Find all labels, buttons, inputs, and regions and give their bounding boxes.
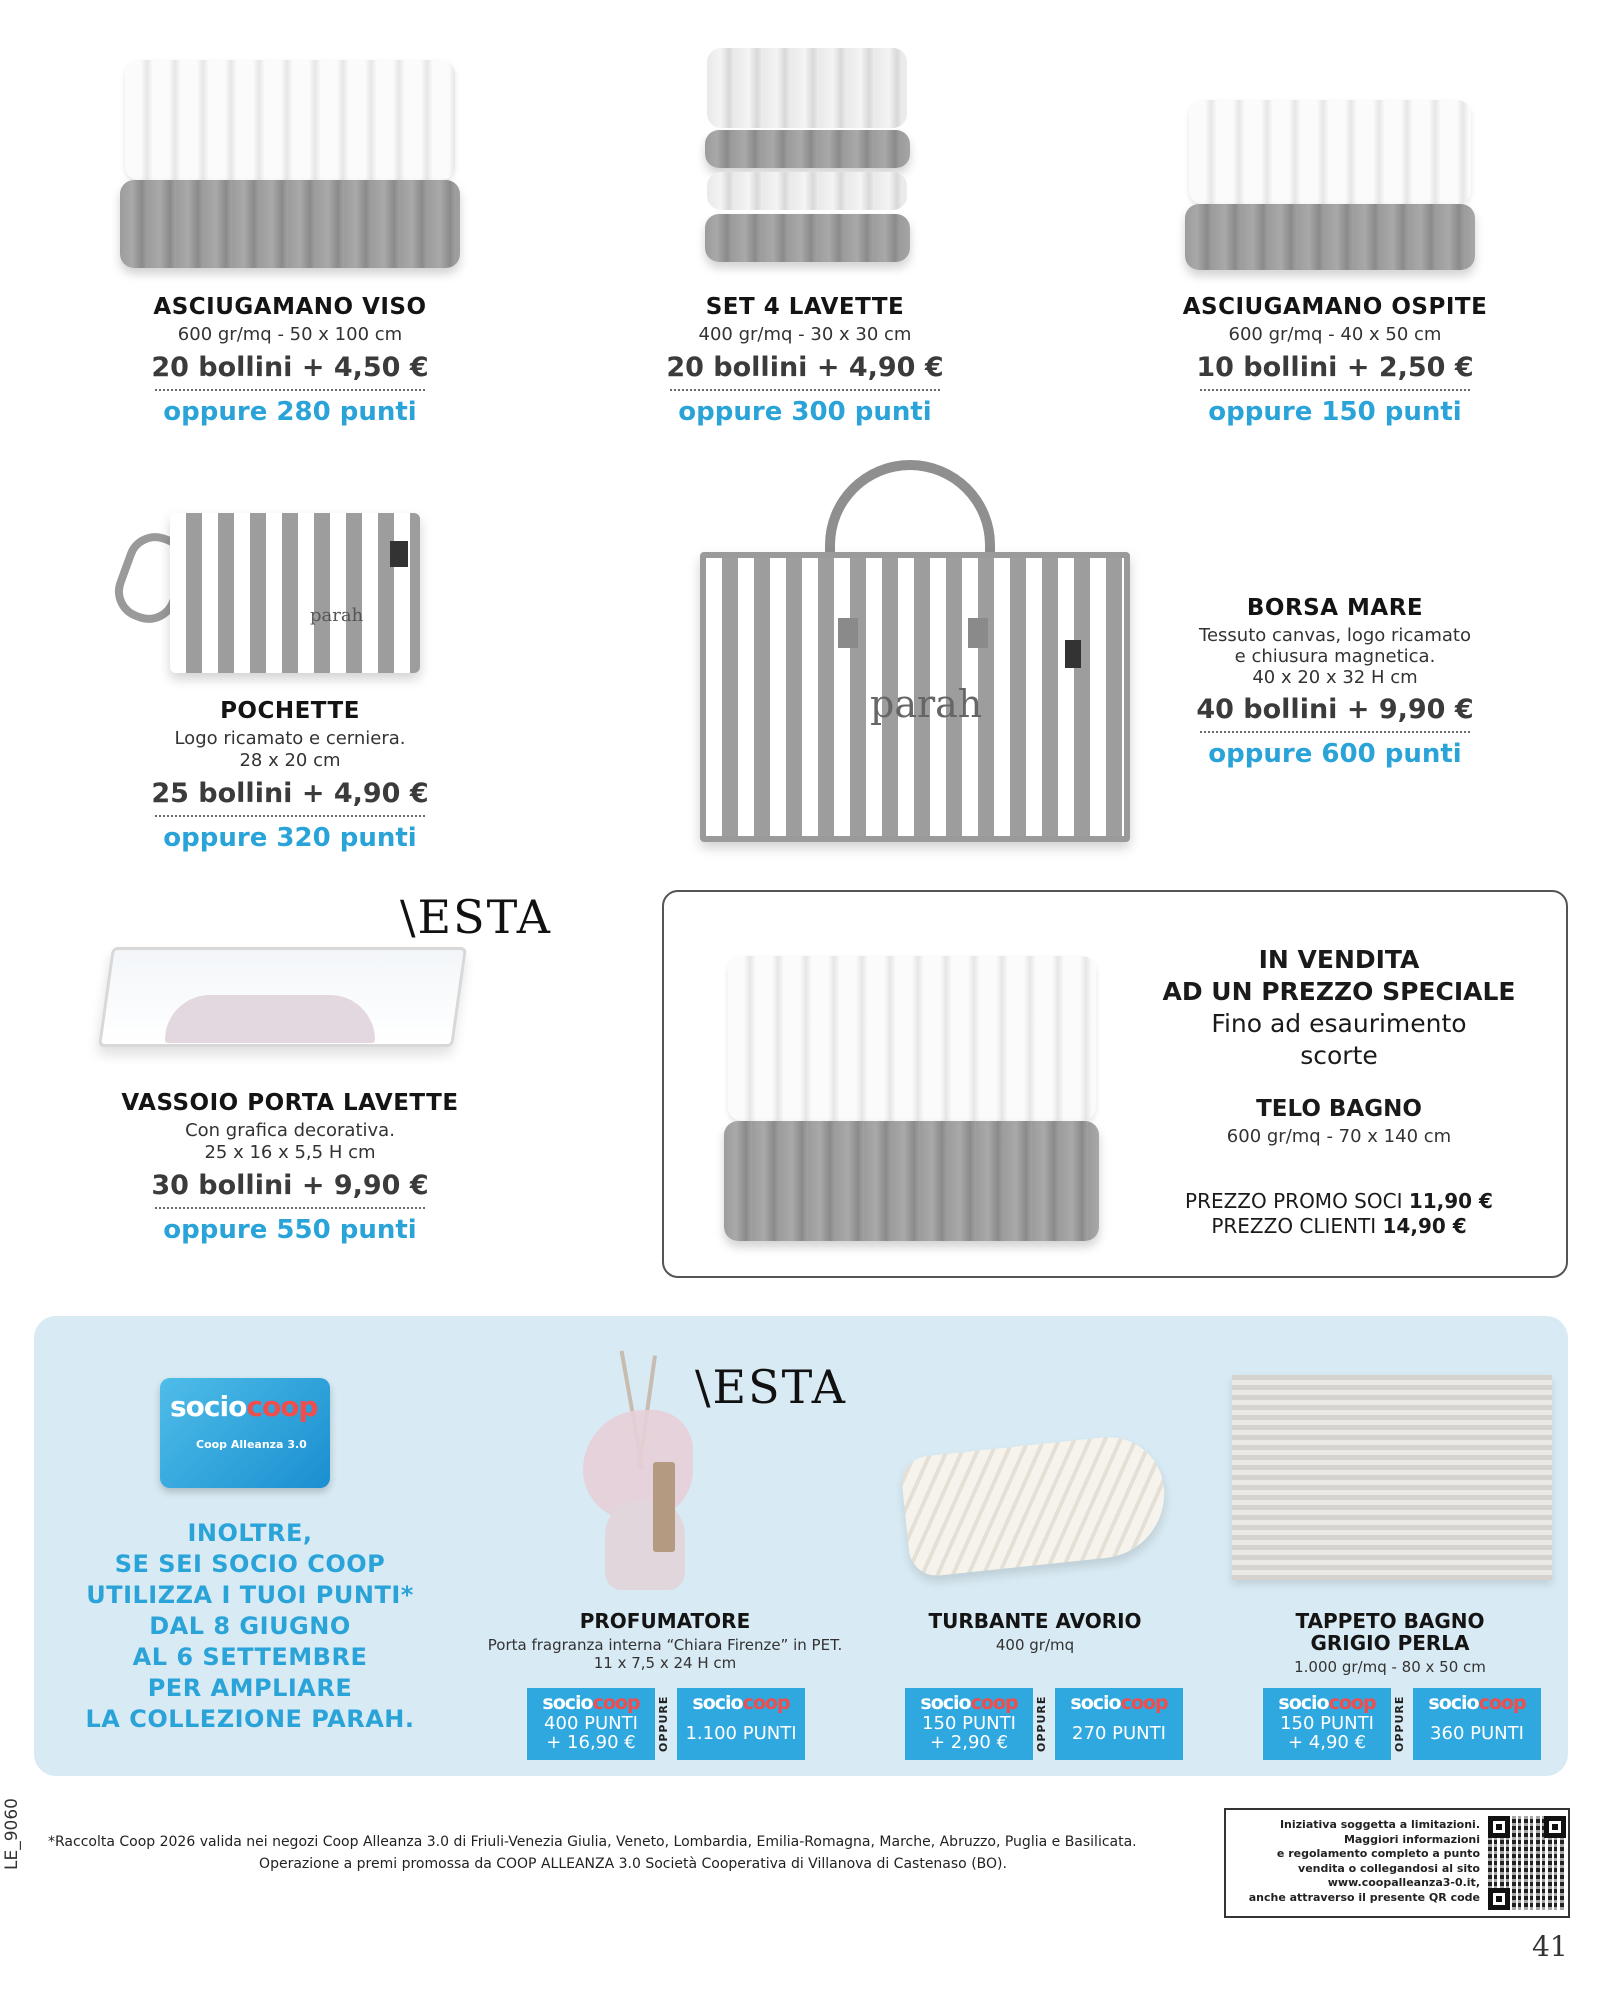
divider — [1200, 731, 1470, 733]
product-profumatore — [460, 1610, 870, 1672]
client-label: PREZZO CLIENTI — [1211, 1214, 1377, 1238]
parah-logo: parah — [870, 682, 983, 726]
product-asciugamano-viso — [110, 294, 470, 427]
pochette-image — [110, 505, 430, 680]
product-spec: 600 gr/mq - 40 x 50 cm — [1228, 324, 1442, 345]
borsa-mare-image — [700, 460, 1130, 850]
product-spec: 28 x 20 cm — [239, 750, 341, 771]
card-subtitle: Coop Alleanza 3.0 — [196, 1438, 307, 1451]
tag-points-only: sociocoop 270 PUNTI — [1055, 1688, 1183, 1760]
product-price: 10 bollini + 2,50 € — [1196, 352, 1474, 383]
promo-label: PREZZO PROMO SOCI — [1185, 1189, 1403, 1213]
product-name: TAPPETO BAGNO — [1295, 1609, 1485, 1633]
product-spec: 600 gr/mq - 50 x 100 cm — [177, 324, 403, 345]
product-spec: Logo ricamato e cerniera. — [174, 728, 406, 749]
promo-value: 11,90 € — [1408, 1189, 1493, 1213]
footer-note-1: *Raccolta Coop 2026 valida nei negozi Coop Alleanza 3.0 di Friuli-Venezia Giulia, Veneto, Lombardia, Emilia-Romagna, Marche, Abruzzo, Puglia e Basilicata. — [48, 1834, 1137, 1850]
tappeto-image — [1232, 1375, 1552, 1580]
vesta-logo: \ESTA — [695, 1360, 847, 1414]
special-offer-box — [662, 890, 1568, 1278]
telo-bagno-image — [724, 956, 1099, 1256]
divider — [1200, 389, 1470, 391]
special-line1: IN VENDITA — [1258, 945, 1420, 974]
product-name-line2: GRIGIO PERLA — [1310, 1631, 1470, 1655]
product-price: 20 bollini + 4,90 € — [666, 352, 944, 383]
tag-points-cash: sociocoop 400 PUNTI + 16,90 € — [527, 1688, 655, 1760]
product-turbante — [885, 1610, 1185, 1654]
tag-points-cash: sociocoop 150 PUNTI + 2,90 € — [905, 1688, 1033, 1760]
socio-coop-logo: sociocoop — [1070, 1692, 1168, 1714]
socio-coop-logo: sociocoop — [170, 1390, 318, 1423]
product-name: POCHETTE — [220, 698, 360, 724]
divider — [155, 389, 425, 391]
oppure-label: OPPURE — [1035, 1695, 1048, 1753]
product-points: oppure 320 punti — [163, 823, 417, 853]
tag-points-only: sociocoop 1.100 PUNTI — [677, 1688, 805, 1760]
product-spec: 40 x 20 x 32 H cm — [1252, 667, 1418, 688]
vassoio-image — [95, 925, 465, 1055]
product-spec: 11 x 7,5 x 24 H cm — [593, 1654, 737, 1672]
legal-text: Iniziativa soggetta a limitazioni. Maggiori informazioni e regolamento completo a punto vendita o collegandosi al sito www.coopalleanza3-0.it, anche attraverso il presente QR code — [1248, 1818, 1480, 1904]
product-spec: e chiusura magnetica. — [1234, 646, 1436, 667]
catalog-code: LE_9060 — [2, 1798, 22, 1870]
divider — [155, 1207, 425, 1209]
tag-points-cash: sociocoop 150 PUNTI + 4,90 € — [1263, 1688, 1391, 1760]
asciugamano-viso-image — [120, 60, 460, 275]
client-price-row — [1134, 1214, 1544, 1239]
tag-points-only: sociocoop 360 PUNTI — [1413, 1688, 1541, 1760]
socio-coop-card — [160, 1378, 330, 1488]
product-borsa-mare — [1150, 595, 1520, 769]
promo-price-row — [1134, 1189, 1544, 1214]
page-number: 41 — [1532, 1930, 1568, 1963]
product-name: ASCIUGAMANO VISO — [153, 294, 427, 320]
divider — [155, 815, 425, 817]
product-points: oppure 600 punti — [1208, 739, 1462, 769]
product-name: SET 4 LAVETTE — [705, 294, 905, 320]
product-spec: 400 gr/mq — [995, 1636, 1075, 1654]
product-pochette — [110, 698, 470, 853]
socio-coop-logo: sociocoop — [920, 1692, 1018, 1714]
socio-coop-logo: sociocoop — [1278, 1692, 1376, 1714]
product-spec: Tessuto canvas, logo ricamato — [1199, 625, 1471, 646]
product-name: VASSOIO PORTA LAVETTE — [121, 1090, 459, 1116]
product-name: PROFUMATORE — [579, 1609, 751, 1633]
oppure-label: OPPURE — [1393, 1695, 1406, 1753]
turbante-image — [895, 1435, 1175, 1575]
product-spec: Con grafica decorativa. — [185, 1120, 395, 1141]
product-set-4-lavette — [625, 294, 985, 427]
asciugamano-ospite-image — [1185, 100, 1475, 275]
product-spec: Porta fragranza interna “Chiara Firenze” in PET. — [487, 1636, 843, 1654]
special-line2: AD UN PREZZO SPECIALE — [1162, 977, 1516, 1006]
product-spec: 600 gr/mq - 70 x 140 cm — [1226, 1126, 1452, 1147]
socio-coop-logo: sociocoop — [542, 1692, 640, 1714]
special-line3: Fino ad esaurimento — [1211, 1009, 1467, 1038]
product-name: ASCIUGAMANO OSPITE — [1182, 294, 1488, 320]
product-name: TELO BAGNO — [1256, 1096, 1422, 1122]
product-points: oppure 550 punti — [163, 1215, 417, 1245]
parah-logo: parah — [310, 605, 364, 626]
socio-promo-text: INOLTRE, SE SEI SOCIO COOP UTILIZZA I TUOI PUNTI* DAL 8 GIUGNO AL 6 SETTEMBRE PER AMPLIARE LA COLLEZIONE PARAH. — [85, 1519, 415, 1733]
product-points: oppure 300 punti — [678, 397, 932, 427]
product-vassoio — [90, 1090, 490, 1245]
product-name: TURBANTE AVORIO — [928, 1609, 1142, 1633]
special-line4: scorte — [1300, 1041, 1378, 1070]
product-price: 30 bollini + 9,90 € — [151, 1170, 429, 1201]
qr-code-icon[interactable] — [1488, 1816, 1566, 1910]
vesta-logo: \ESTA — [400, 890, 552, 944]
set-4-lavette-image — [705, 48, 910, 278]
product-points: oppure 280 punti — [163, 397, 417, 427]
footer-note-2: Operazione a premi promossa da COOP ALLEANZA 3.0 Società Cooperativa di Villanova di Castenaso (BO). — [259, 1856, 1007, 1872]
product-price: 20 bollini + 4,50 € — [151, 352, 429, 383]
socio-coop-logo: sociocoop — [692, 1692, 790, 1714]
legal-info-box — [1224, 1808, 1570, 1918]
product-price: 25 bollini + 4,90 € — [151, 778, 429, 809]
socio-coop-logo: sociocoop — [1428, 1692, 1526, 1714]
profumatore-image — [575, 1350, 705, 1600]
product-spec: 400 gr/mq - 30 x 30 cm — [698, 324, 912, 345]
product-price: 40 bollini + 9,90 € — [1196, 694, 1474, 725]
client-value: 14,90 € — [1382, 1214, 1467, 1238]
product-spec: 25 x 16 x 5,5 H cm — [204, 1142, 376, 1163]
divider — [670, 389, 940, 391]
product-asciugamano-ospite — [1150, 294, 1520, 427]
product-name: BORSA MARE — [1246, 595, 1424, 621]
product-tappeto — [1230, 1610, 1550, 1676]
oppure-label: OPPURE — [657, 1695, 670, 1753]
product-points: oppure 150 punti — [1208, 397, 1462, 427]
product-spec: 1.000 gr/mq - 80 x 50 cm — [1294, 1658, 1486, 1676]
